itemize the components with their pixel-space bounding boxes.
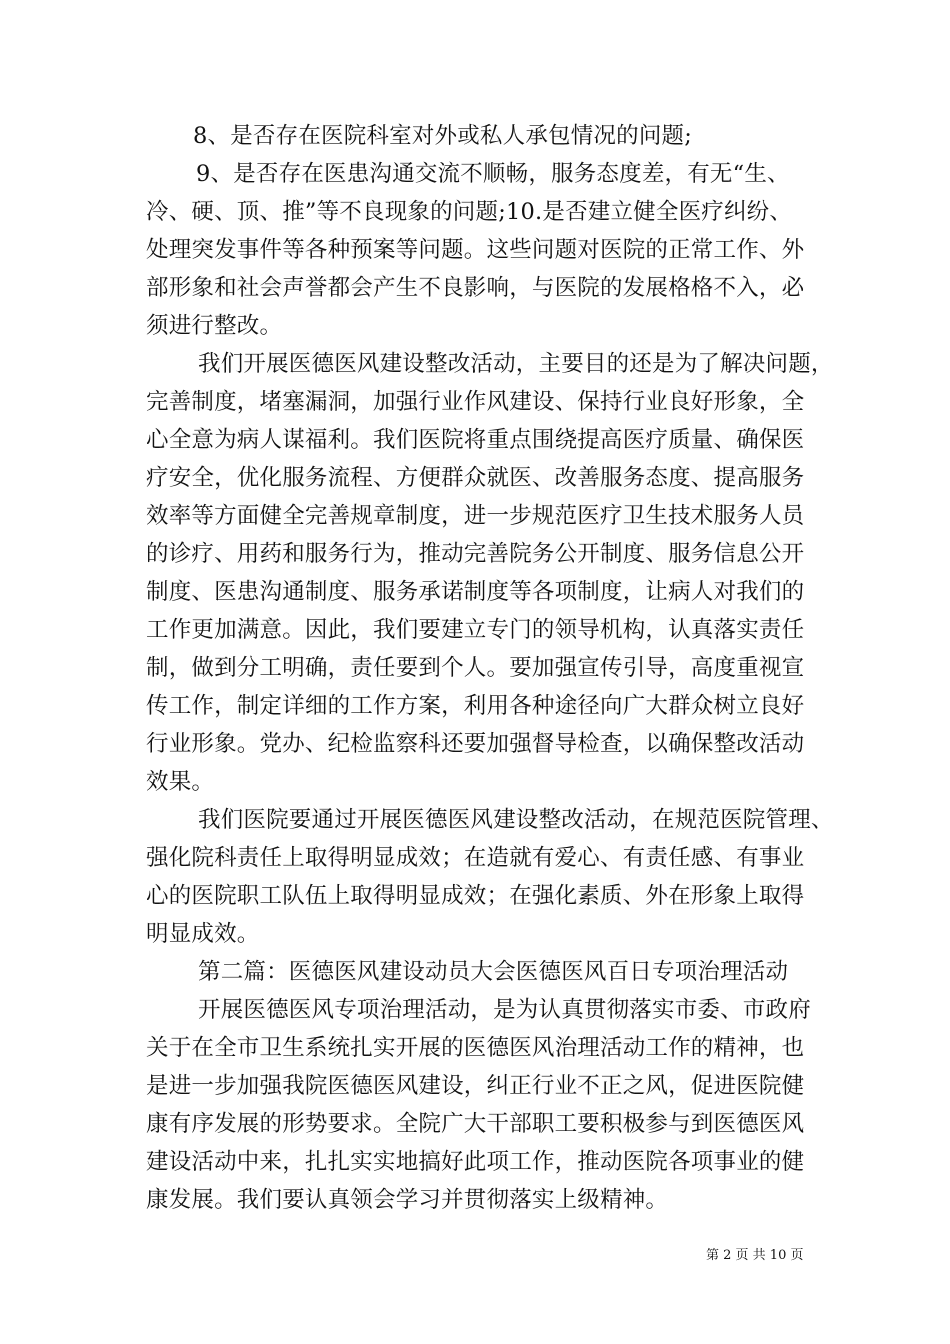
- text-line: 康发展。我们要认真领会学习并贯彻落实上级精神。: [146, 1187, 669, 1213]
- text-line: 康有序发展的形势要求。全院广大干部职工要积极参与到医德医风: [146, 1111, 805, 1137]
- text-line: 疗安全，优化服务流程、方便群众就医、改善服务态度、提高服务: [146, 465, 805, 491]
- text-line: 的诊疗、用药和服务行为，推动完善院务公开制度、服务信息公开: [146, 541, 805, 567]
- text-line: 冷、硬、顶、推”等不良现象的问题;10.是否建立健全医疗纠纷、: [146, 199, 793, 225]
- text-line: 传工作，制定详细的工作方案，利用各种途径向广大群众树立良好: [146, 693, 805, 719]
- text-line: 我们开展医德医风建设整改活动，主要目的还是为了解决问题，: [198, 351, 834, 377]
- text-line: 行业形象。党办、纪检监察科还要加强督导检查，以确保整改活动: [146, 731, 805, 757]
- text-line: 心的医院职工队伍上取得明显成效；在强化素质、外在形象上取得: [146, 883, 805, 909]
- page-number-footer: 第 2 页 共 10 页: [706, 1248, 804, 1263]
- text-line: 制，做到分工明确，责任要到个人。要加强宣传引导，高度重视宣: [146, 655, 805, 681]
- text-line: 明显成效。: [146, 921, 260, 947]
- text-line: 是进一步加强我院医德医风建设，纠正行业不正之风，促进医院健: [146, 1073, 805, 1099]
- text-line: 处理突发事件等各种预案等问题。这些问题对医院的正常工作、外: [146, 237, 805, 263]
- text-line: 须进行整改。: [146, 313, 283, 339]
- text-line: 效果。: [146, 769, 215, 795]
- text-line: 开展医德医风专项治理活动，是为认真贯彻落实市委、市政府: [198, 997, 811, 1023]
- text-line: 效率等方面健全完善规章制度，进一步规范医疗卫生技术服务人员: [146, 503, 805, 529]
- text-line: 部形象和社会声誉都会产生不良影响，与医院的发展格格不入，必: [146, 275, 805, 301]
- text-line: 关于在全市卫生系统扎实开展的医德医风治理活动工作的精神，也: [146, 1035, 805, 1061]
- text-line: 强化院科责任上取得明显成效；在造就有爱心、有责任感、有事业: [146, 845, 805, 871]
- text-line: 心全意为病人谋福利。我们医院将重点围绕提高医疗质量、确保医: [146, 427, 805, 453]
- section-heading: 第二篇：医德医风建设动员大会医德医风百日专项治理活动: [198, 959, 789, 985]
- text-line: 9、是否存在医患沟通交流不顺畅，服务态度差，有无“生、: [196, 161, 790, 187]
- text-line: 我们医院要通过开展医德医风建设整改活动，在规范医院管理、: [198, 807, 834, 833]
- text-line: 工作更加满意。因此，我们要建立专门的领导机构，认真落实责任: [146, 617, 805, 643]
- text-line: 建设活动中来，扎扎实实地搞好此项工作，推动医院各项事业的健: [146, 1149, 805, 1175]
- text-line: 8、是否存在医院科室对外或私人承包情况的问题;: [193, 123, 692, 149]
- text-line: 完善制度，堵塞漏洞，加强行业作风建设、保持行业良好形象，全: [146, 389, 805, 415]
- text-line: 制度、医患沟通制度、服务承诺制度等各项制度，让病人对我们的: [146, 579, 805, 605]
